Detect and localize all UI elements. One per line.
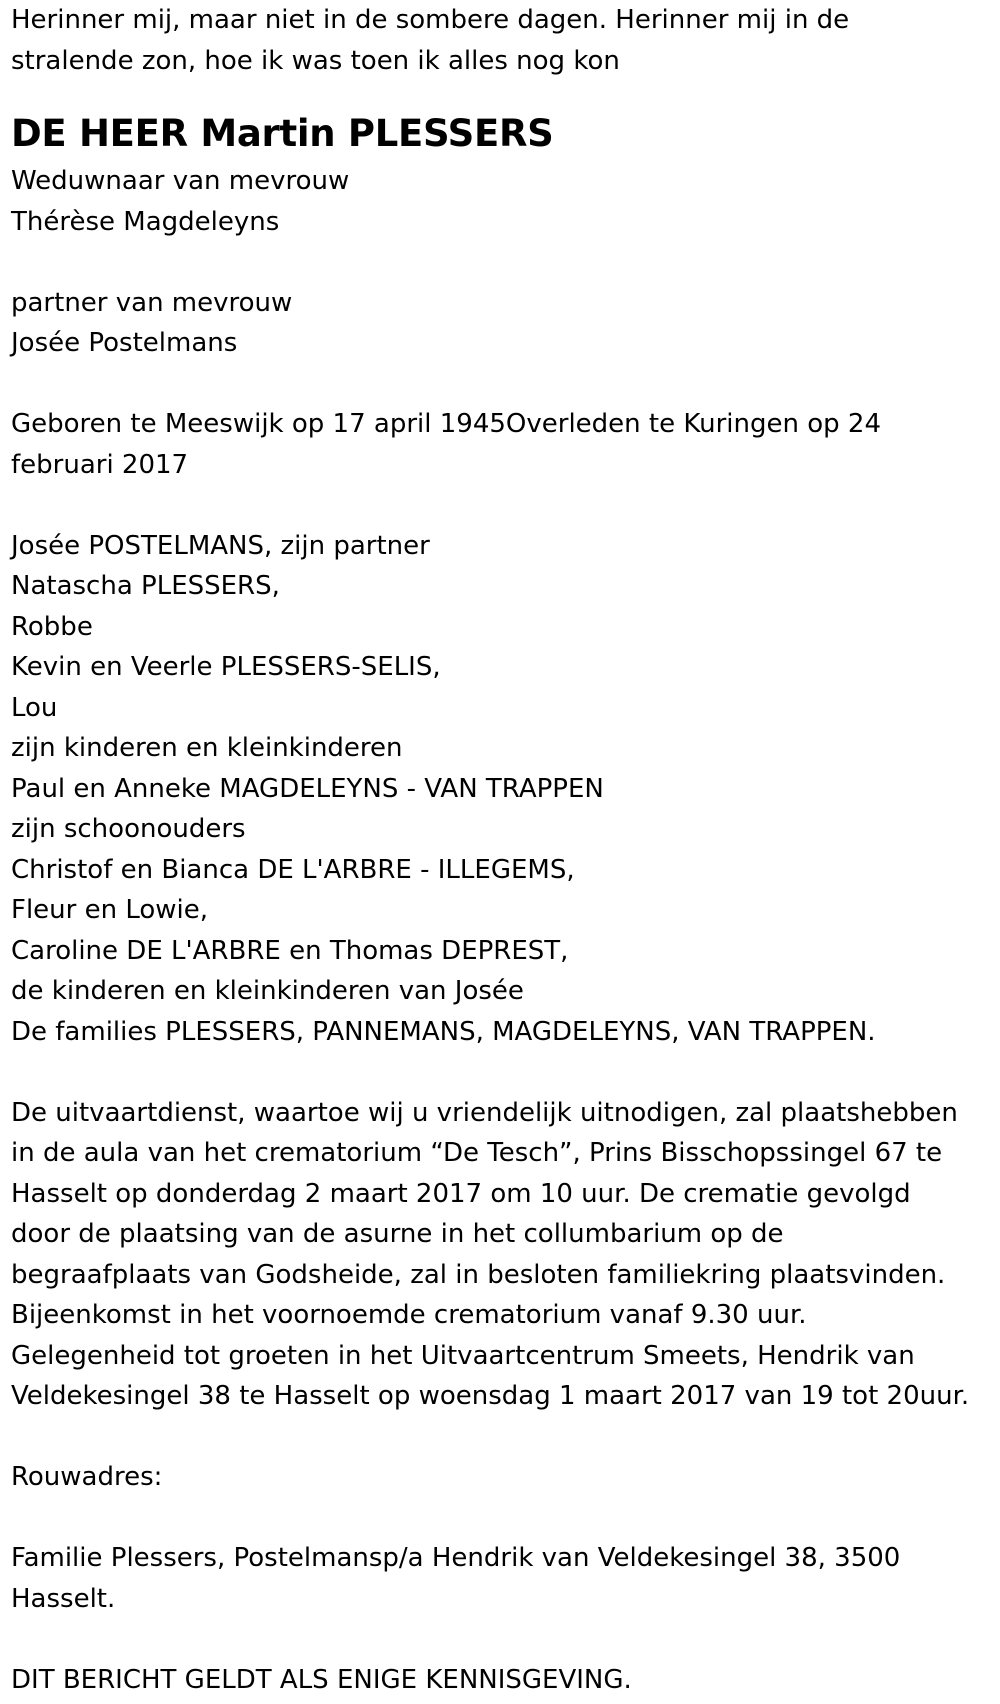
notice-text: DIT BERICHT GELDT ALS ENIGE KENNISGEVING. [11, 1664, 632, 1695]
service-line: Bijeenkomst in het voornoemde crematorium vanaf 9.30 uur. [11, 1300, 807, 1330]
address-line: Hasselt. [11, 1583, 116, 1614]
family-line: zijn schoonouders [11, 814, 246, 844]
partner-section [11, 283, 1000, 364]
service-line: Hasselt op donderdag 2 maart 2017 om 10 uur. De crematie gevolgd [11, 1178, 911, 1209]
spacer [11, 1417, 1000, 1458]
poem-line: stralende zon, hoe ik was toen ik alles nog kon [11, 45, 620, 76]
deceased-title: DE HEER Martin PLESSERS [11, 112, 554, 155]
service-line: Veldekesingel 38 te Hasselt op woensdag 1 maart 2017 van 19 tot 20uur. [11, 1381, 970, 1411]
family-line: Paul en Anneke MAGDELEYNS - VAN TRAPPEN [11, 773, 604, 804]
widower-section [11, 161, 1000, 242]
address-line: Familie Plessers, Postelmansp/a Hendrik van Veldekesingel 38, 3500 [11, 1543, 901, 1573]
family-line: Lou [11, 692, 58, 723]
family-line: Christof en Bianca DE L'ARBRE - ILLEGEMS, [11, 854, 575, 885]
partner-name: Josée Postelmans [11, 328, 238, 358]
service-line: door de plaatsing van de asurne in het collumbarium op de [11, 1219, 784, 1249]
birth-death-section [11, 404, 1000, 485]
family-line: De families PLESSERS, PANNEMANS, MAGDELEYNS, VAN TRAPPEN. [11, 1016, 876, 1047]
spacer [11, 242, 1000, 283]
widower-label: Weduwnaar van mevrouw [11, 166, 350, 196]
poem-line: Herinner mij, maar niet in de sombere dagen. Herinner mij in de [11, 5, 850, 35]
family-line: de kinderen en kleinkinderen van Josée [11, 976, 524, 1006]
family-line: Caroline DE L'ARBRE en Thomas DEPREST, [11, 935, 569, 966]
family-line: Kevin en Veerle PLESSERS-SELIS, [11, 652, 441, 682]
partner-label: partner van mevrouw [11, 287, 293, 318]
service-line: De uitvaartdienst, waartoe wij u vriendelijk uitnodigen, zal plaatshebben [11, 1097, 958, 1128]
service-line: Gelegenheid tot groeten in het Uitvaartcentrum Smeets, Hendrik van [11, 1340, 915, 1371]
birth-death-line: februari 2017 [11, 449, 189, 480]
spacer [11, 364, 1000, 405]
family-line: Natascha PLESSERS, [11, 571, 280, 601]
spacer [11, 1498, 1000, 1539]
service-line: in de aula van het crematorium “De Tesch”, Prins Bisschopssingel 67 te [11, 1138, 943, 1168]
birth-death-line: Geboren te Meeswijk op 17 april 1945Overleden te Kuringen op 24 [11, 409, 881, 439]
family-line: Fleur en Lowie, [11, 895, 209, 925]
spacer [11, 1619, 1000, 1660]
family-line: zijn kinderen en kleinkinderen [11, 733, 403, 763]
spacer [11, 485, 1000, 526]
family-list [11, 526, 1000, 1053]
service-details [11, 1093, 1000, 1417]
spacer [11, 1052, 1000, 1093]
widower-name: Thérèse Magdeleyns [11, 206, 280, 237]
address-label: Rouwadres: [11, 1462, 163, 1492]
service-line: begraafplaats van Godsheide, zal in besloten familiekring plaatsvinden. [11, 1259, 946, 1290]
family-line: Robbe [11, 611, 93, 642]
poem [11, 0, 1000, 81]
family-line: Josée POSTELMANS, zijn partner [11, 530, 430, 561]
address-section [11, 1538, 1000, 1619]
